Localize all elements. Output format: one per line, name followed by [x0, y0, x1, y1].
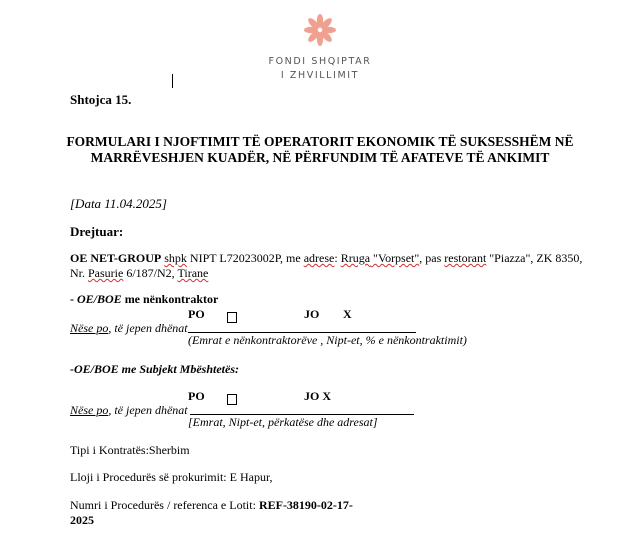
support-hint: [Emrat, Nipt-et, përkatëse dhe adresat]	[188, 415, 378, 429]
org-logo-flower-icon	[302, 12, 338, 48]
procedure-type: Lloji i Procedurës së prokurimit: E Hapur,	[70, 470, 273, 484]
support-if-yes-label: Nëse po, të jepen dhënat	[70, 403, 188, 417]
procedure-reference-year: 2025	[70, 513, 94, 527]
org-name-line2: I ZHVILLIMIT	[280, 70, 360, 81]
annex-label: Shtojca 15.	[70, 92, 132, 107]
subcontractor-hint: (Emrat e nënkontraktorëve , Nipt-et, % e nënkontraktimit)	[188, 333, 467, 347]
subcontractor-no-label: JO	[304, 307, 320, 321]
operator-address-line2: Nr. Pasurie 6/187/N2, Tirane	[70, 266, 209, 280]
subcontractor-yes-checkbox[interactable]	[227, 309, 237, 327]
support-yes-label: PO	[188, 389, 205, 403]
subcontractor-no-mark: X	[343, 307, 352, 321]
subcontractor-heading: - OE/BOE me nënkontraktor	[70, 292, 219, 306]
support-no-label: JO X	[304, 389, 331, 403]
subcontractor-if-yes-label: Nëse po, të jepen dhënat	[70, 321, 188, 335]
form-title-line1: FORMULARI I NJOFTIMIT TË OPERATORIT EKONOMIK TË SUKSESSHËM NË	[66, 134, 574, 149]
org-name-line1: FONDI SHQIPTAR	[268, 56, 372, 67]
date-field: [Data 11.04.2025]	[70, 196, 167, 211]
operator-address-line1: OE NET-GROUP shpk NIPT L72023002P, me adrese: Rruga "Vorpset", pas restorant "Piazza", ZK 8350,	[70, 251, 583, 265]
text-cursor	[172, 74, 173, 88]
contract-type: Tipi i Kontratës:Sherbim	[70, 443, 190, 457]
addressee-label: Drejtuar:	[70, 224, 124, 239]
support-yes-checkbox[interactable]	[227, 391, 237, 409]
support-entity-heading: -OE/BOE me Subjekt Mbështetës:	[70, 362, 240, 376]
subcontractor-yes-label: PO	[188, 307, 205, 321]
operator-name: OE NET-GROUP	[70, 251, 162, 265]
form-title-line2: MARRËVESHJEN KUADËR, NË PËRFUNDIM TË AFATEVE TË ANKIMIT	[90, 150, 550, 165]
procedure-reference: Numri i Procedurës / referenca e Lotit: REF-38190-02-17-	[70, 498, 353, 512]
